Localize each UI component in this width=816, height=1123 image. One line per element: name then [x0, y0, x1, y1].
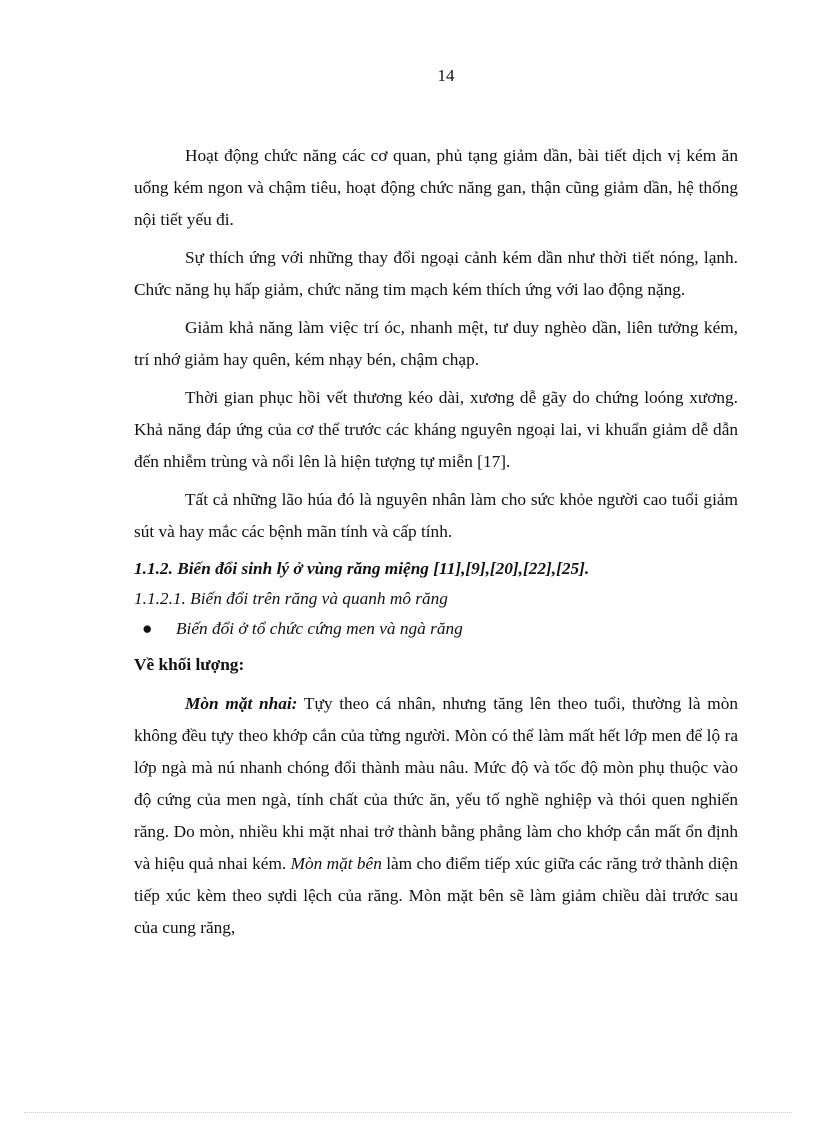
paragraph-adaptation: Sự thích ứng với những thay đổi ngoại cảnh kém dần như thời tiết nóng, lạnh. Chức năng hụ hấp giảm, chức năng tim mạch kém thích ứng với lao động nặng.	[134, 248, 738, 299]
bullet-dot-icon: ●	[142, 619, 153, 638]
paragraph-organ-function: Hoạt động chức năng các cơ quan, phủ tạng giảm dần, bài tiết dịch vị kém ăn uống kém ngon và chậm tiêu, hoạt động chức năng gan, thận cũng giảm dần, hệ thống nội tiết yếu đi.	[134, 146, 738, 229]
paragraph-wear-text-1: Tựy theo cá nhân, nhưng tăng lên theo tuổi, thường là mòn không đều tựy theo khớp cắn của từng người. Mòn có thể làm mất hết lớp men để lộ ra lớp ngà mà nú nhanh chóng đổi thành màu nâu. Mức độ và tốc độ mòn phụ thuộc vào độ cứng của men ngà, tính chất của thức ăn, yếu tố nghề nghiệp và thói quen nghiến răng. Do mòn, nhiều khi mặt nhai trở thành bằng phẳng làm cho khớp cắn mất ổn định và hiệu quả nhai kém.	[134, 694, 739, 873]
paragraph-healing: Thời gian phục hồi vết thương kéo dài, xương dễ gãy do chứng loóng xương. Khả năng đáp ứng của cơ thể trước các kháng nguyên ngoại lai, vi khuẩn giảm dễ dẫn đến nhiễm trùng và nổi lên là hiện tượng tự miễn [17].	[134, 388, 738, 471]
section-heading: 1.1.2. Biến đổi sinh lý ở vùng răng miệng [11],[9],[20],[22],[25].	[134, 559, 590, 578]
paragraph-aging-summary: Tất cả những lão húa đó là nguyên nhân làm cho sức khỏe người cao tuổi giảm sút và hay mắc các bệnh mãn tính và cấp tính.	[134, 490, 738, 541]
page-number: 14	[437, 66, 455, 85]
document-body	[134, 140, 738, 944]
paragraph-wear-text-2: làm cho điểm tiếp xúc giữa các răng trở thành diện tiếp xúc kèm theo sựdi lệch của răng. Mòn mặt bên sẽ làm giảm chiều dài trước sau của cung răng,	[134, 854, 738, 937]
paragraph-mental-capacity: Giảm khả năng làm việc trí óc, nhanh mệt, tư duy nghèo dần, liên tưởng kém, trí nhớ giảm hay quên, kém nhạy bén, chậm chạp.	[134, 318, 738, 369]
page-bottom-divider	[24, 1112, 792, 1113]
bullet-item	[142, 614, 738, 644]
sub-heading-volume: Về khối lượng:	[134, 655, 245, 674]
term-lateral-wear: Mòn mặt bên	[290, 854, 382, 873]
paragraph-wear	[134, 688, 738, 944]
term-occlusal-wear: Mòn mặt nhai:	[185, 694, 298, 713]
subsection-heading: 1.1.2.1. Biến đổi trên răng và quanh mô răng	[134, 589, 448, 608]
bullet-text: Biến đổi ở tổ chức cứng men và ngà răng	[176, 619, 463, 638]
